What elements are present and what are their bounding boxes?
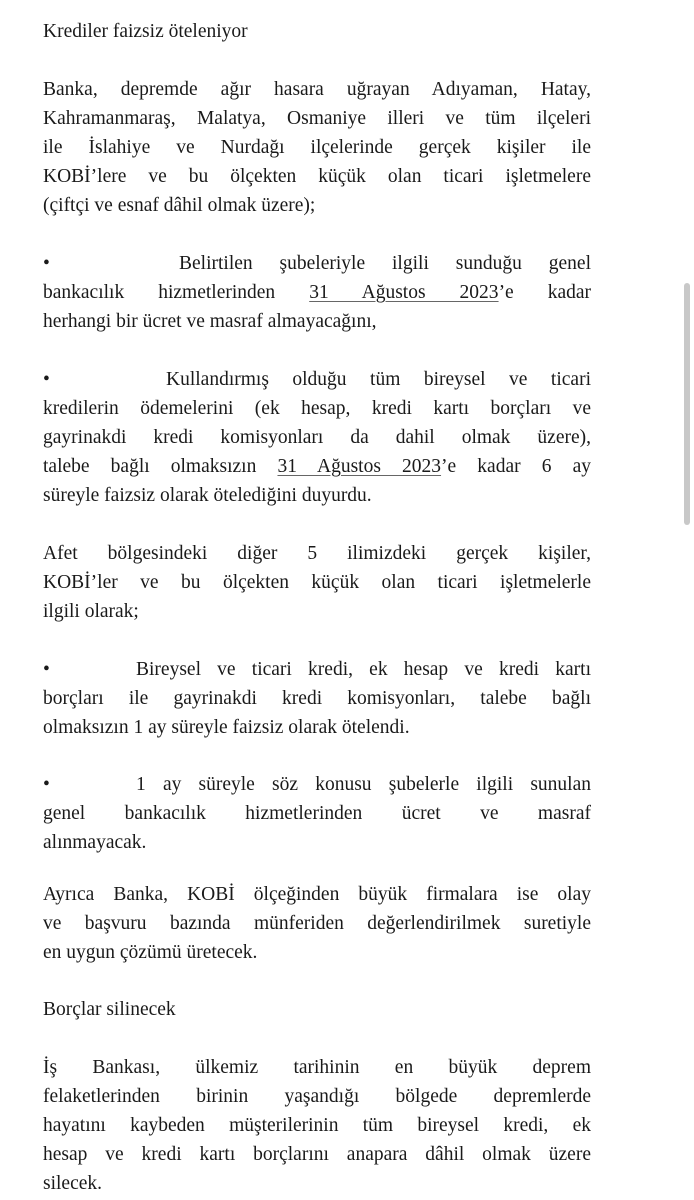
paragraph-line: KOBİ’ler ve bu ölçekten küçük olan ticari işletmelerle	[43, 572, 591, 593]
paragraph-line: KOBİ’lere ve bu ölçekten küçük olan ticari işletmelere	[43, 166, 591, 187]
paragraph-line: Kahramanmaraş, Malatya, Osmaniye illeri ve tüm ilçeleri	[43, 108, 591, 129]
bullet-icon: •	[43, 659, 50, 680]
date-link[interactable]: 31 Ağustos 2023	[277, 456, 442, 477]
section-heading-borclar: Borçlar silinecek	[43, 999, 176, 1020]
paragraph-line: Afet bölgesindeki diğer 5 ilimizdeki gerçek kişiler,	[43, 543, 591, 564]
bullet-line: gayrinakdi kredi komisyonları da dahil olmak üzere),	[43, 427, 591, 448]
bullet-line: alınmayacak.	[43, 832, 147, 853]
bullet-line: Kullandırmış olduğu tüm bireysel ve ticari	[166, 369, 591, 390]
vertical-scrollbar[interactable]	[684, 283, 690, 525]
bullet-icon: •	[43, 774, 50, 795]
paragraph-line: (çiftçi ve esnaf dâhil olmak üzere);	[43, 195, 316, 216]
bullet-icon: •	[43, 253, 50, 274]
bullet-line: kredilerin ödemelerini (ek hesap, kredi kartı borçları ve	[43, 398, 591, 419]
bullet-line: herhangi bir ücret ve masraf almayacağını,	[43, 311, 377, 332]
paragraph-line: hesap ve kredi kartı borçlarını anapara dâhil olmak üzere	[43, 1144, 591, 1165]
bullet-line: talebe bağlı olmaksızın 31 Ağustos 2023’e kadar 6 ay	[43, 456, 591, 477]
section-heading-krediler: Krediler faizsiz öteleniyor	[43, 21, 248, 42]
bullet-line: Bireysel ve ticari kredi, ek hesap ve kredi kartı	[136, 659, 591, 680]
paragraph-line: ilgili olarak;	[43, 601, 139, 622]
paragraph-line: hayatını kaybeden müşterilerinin tüm bireysel kredi, ek	[43, 1115, 591, 1136]
bullet-line: bankacılık hizmetlerinden 31 Ağustos 2023’e kadar	[43, 282, 592, 303]
bullet-line: Belirtilen şubeleriyle ilgili sunduğu genel	[179, 253, 591, 274]
paragraph-line: silecek.	[43, 1173, 103, 1194]
paragraph-line: İş Bankası, ülkemiz tarihinin en büyük deprem	[43, 1057, 591, 1078]
paragraph-line: ile İslahiye ve Nurdağı ilçelerinde gerçek kişiler ile	[43, 137, 591, 158]
bullet-line: olmaksızın 1 ay süreyle faizsiz olarak ötelendi.	[43, 717, 410, 738]
bullet-line: genel bankacılık hizmetlerinden ücret ve masraf	[43, 803, 591, 824]
paragraph-line: Ayrıca Banka, KOBİ ölçeğinden büyük firmalara ise olay	[43, 884, 591, 905]
bullet-icon: •	[43, 369, 50, 390]
bullet-line: borçları ile gayrinakdi kredi komisyonları, talebe bağlı	[43, 688, 591, 709]
paragraph-line: Banka, depremde ağır hasara uğrayan Adıyaman, Hatay,	[43, 79, 591, 100]
bullet-line: süreyle faizsiz olarak ötelediğini duyurdu.	[43, 485, 372, 506]
paragraph-line: ve başvuru bazında münferiden değerlendirilmek suretiyle	[43, 913, 591, 934]
date-link[interactable]: 31 Ağustos 2023	[309, 282, 499, 303]
bullet-line: 1 ay süreyle söz konusu şubelerle ilgili sunulan	[136, 774, 591, 795]
paragraph-line: en uygun çözümü üretecek.	[43, 942, 258, 963]
paragraph-line: felaketlerinden birinin yaşandığı bölgede depremlerde	[43, 1086, 591, 1107]
